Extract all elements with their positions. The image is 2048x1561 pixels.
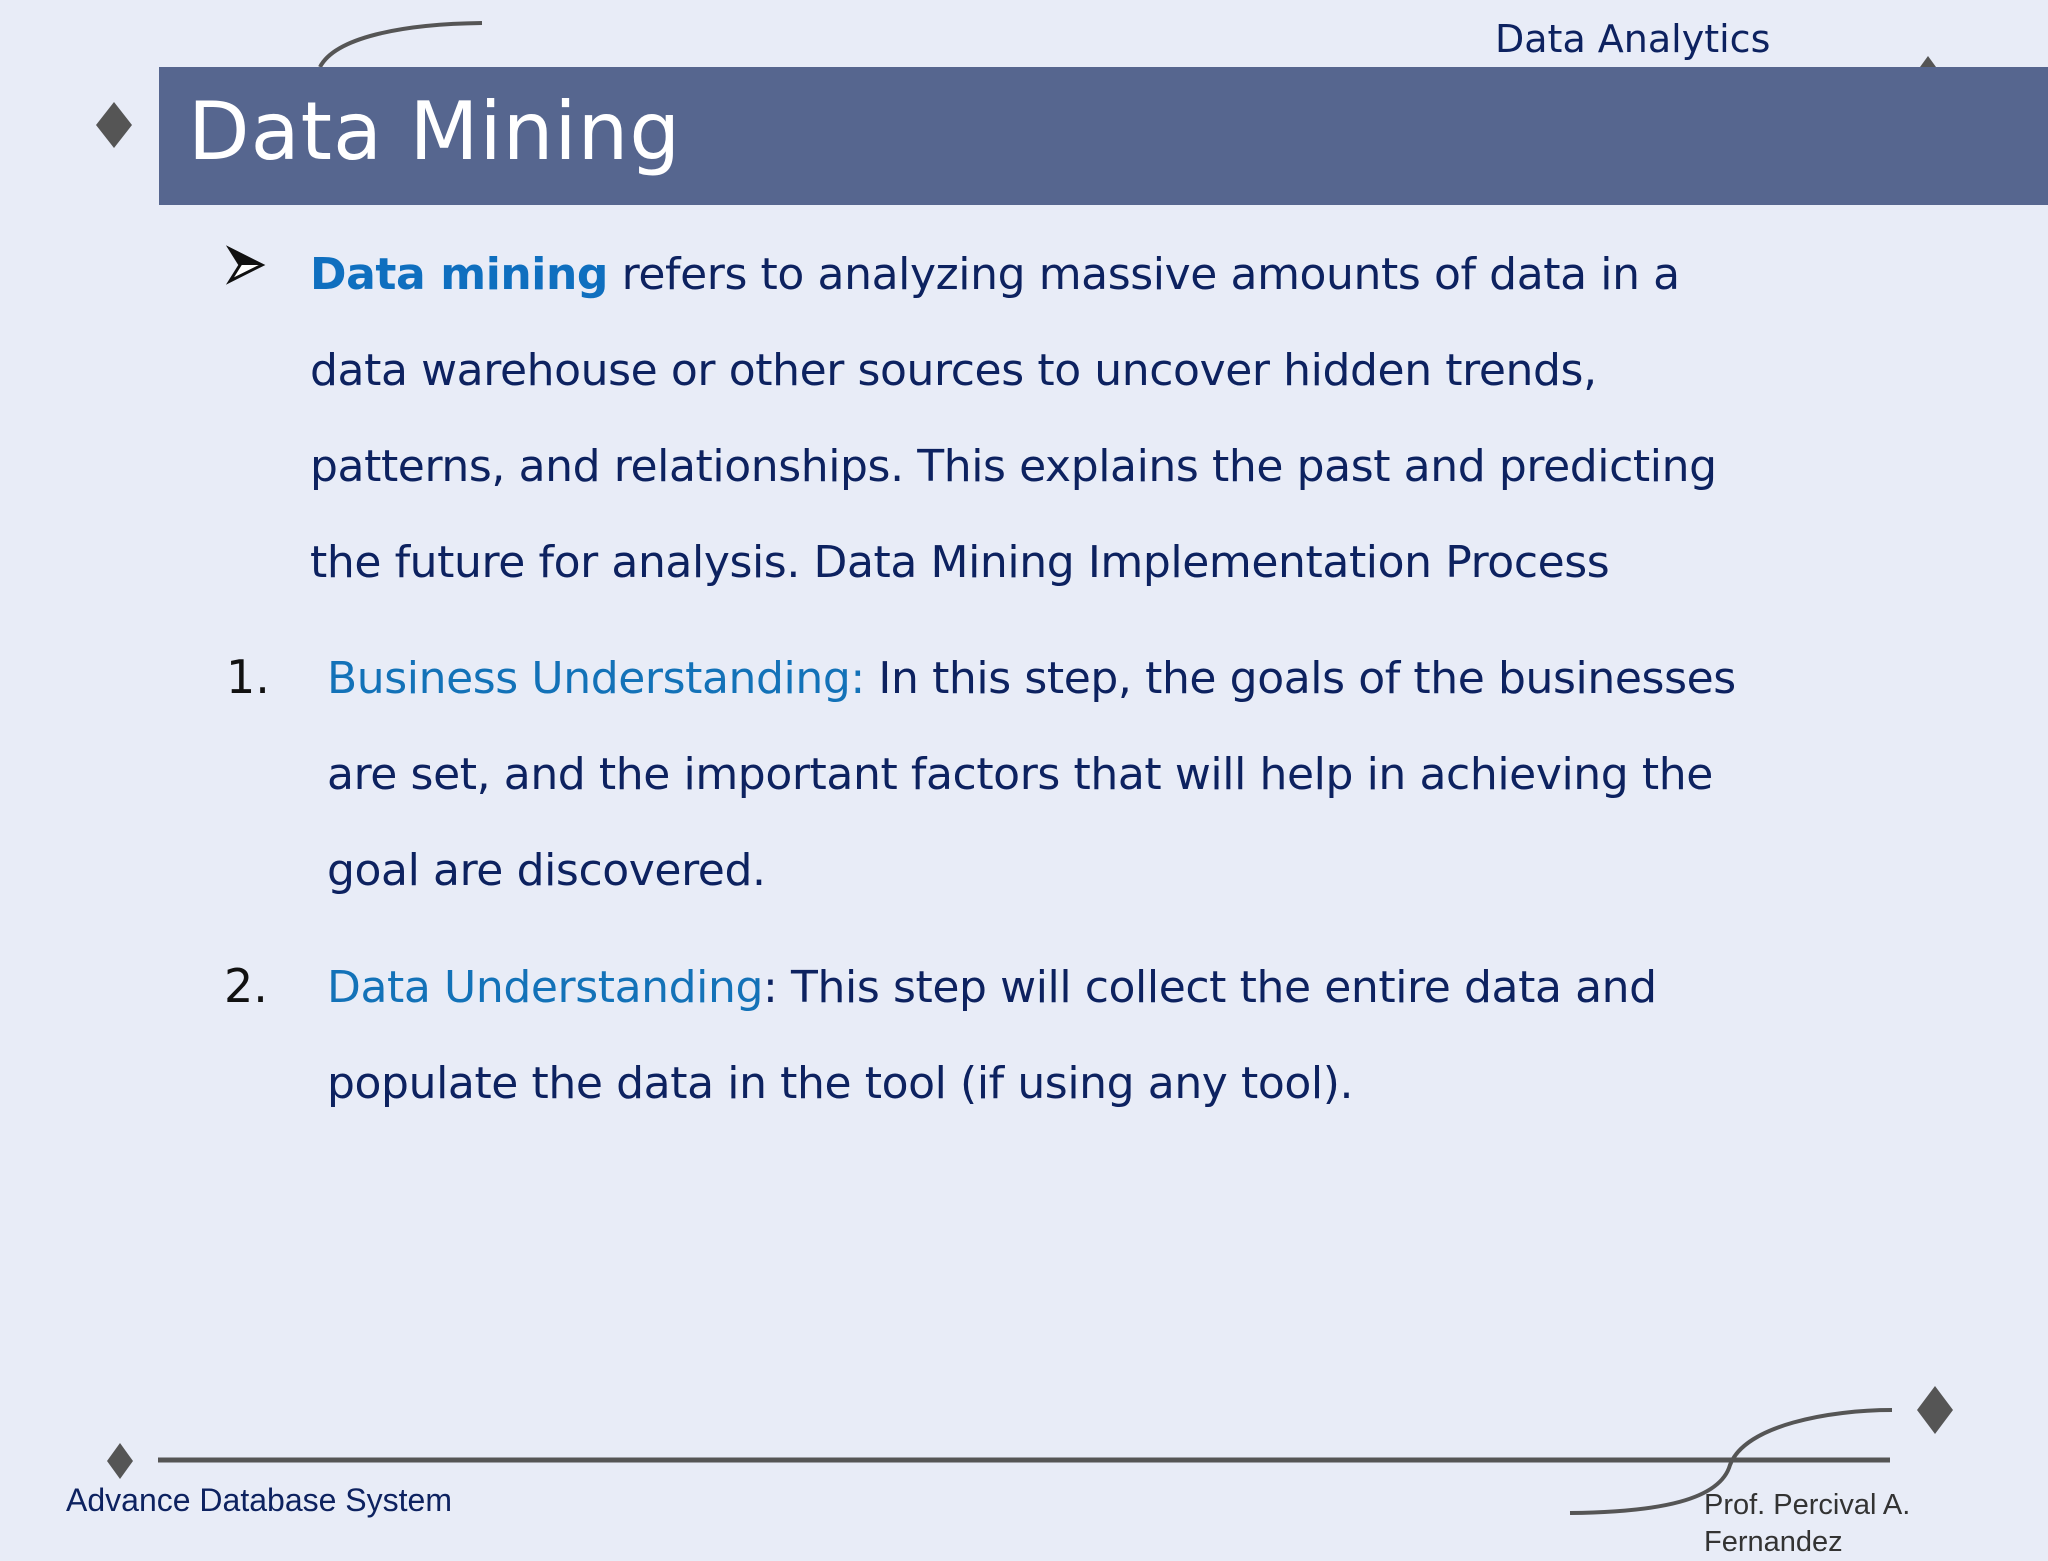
step-1-term: Business Understanding:: [327, 653, 865, 704]
footer-course-name: Advance Database System: [66, 1482, 452, 1518]
intro-term: Data mining: [310, 249, 609, 300]
intro-line-1: [310, 227, 1717, 323]
step-1-line-2: are set, and the important factors that will help in achieving the: [327, 749, 1713, 800]
footer-author: Prof. Percival A. Fernandez: [1704, 1489, 1911, 1558]
arrow-bullet-icon: [226, 245, 266, 285]
slide-title: Data Mining: [188, 85, 682, 178]
course-topic-label: Data Analytics: [1495, 17, 1771, 61]
step-2-line-1-text: : This step will collect the entire data and: [763, 962, 1657, 1013]
step-1-line-1: [327, 631, 1736, 727]
step-1-line-1-text: In this step, the goals of the businesses: [864, 653, 1736, 704]
intro-line-3: patterns, and relationships. This explains the past and predicting: [310, 441, 1717, 492]
top-right-diamond-icon: [1920, 56, 1936, 67]
intro-line-2: data warehouse or other sources to uncover hidden trends,: [310, 345, 1597, 396]
step-2-paragraph: [327, 940, 1657, 1132]
step-2-term: Data Understanding: [327, 962, 764, 1013]
step-2-line-2: populate the data in the tool (if using any tool).: [327, 1058, 1354, 1109]
top-curve-decoration: [320, 23, 482, 67]
step-2-line-1: [327, 940, 1657, 1036]
step-2-number: 2.: [224, 959, 268, 1013]
footer-left-diamond-icon: [107, 1443, 133, 1479]
step-1-number: 1.: [226, 650, 270, 704]
footer-right-diamond-icon: [1917, 1386, 1953, 1434]
step-1-paragraph: [327, 631, 1736, 919]
title-diamond-icon: [96, 102, 132, 148]
intro-paragraph: [310, 227, 1717, 611]
step-1-line-3: goal are discovered.: [327, 845, 766, 896]
intro-line-1-text: refers to analyzing massive amounts of data in a: [608, 249, 1680, 300]
intro-line-4: the future for analysis. Data Mining Implementation Process: [310, 537, 1610, 588]
